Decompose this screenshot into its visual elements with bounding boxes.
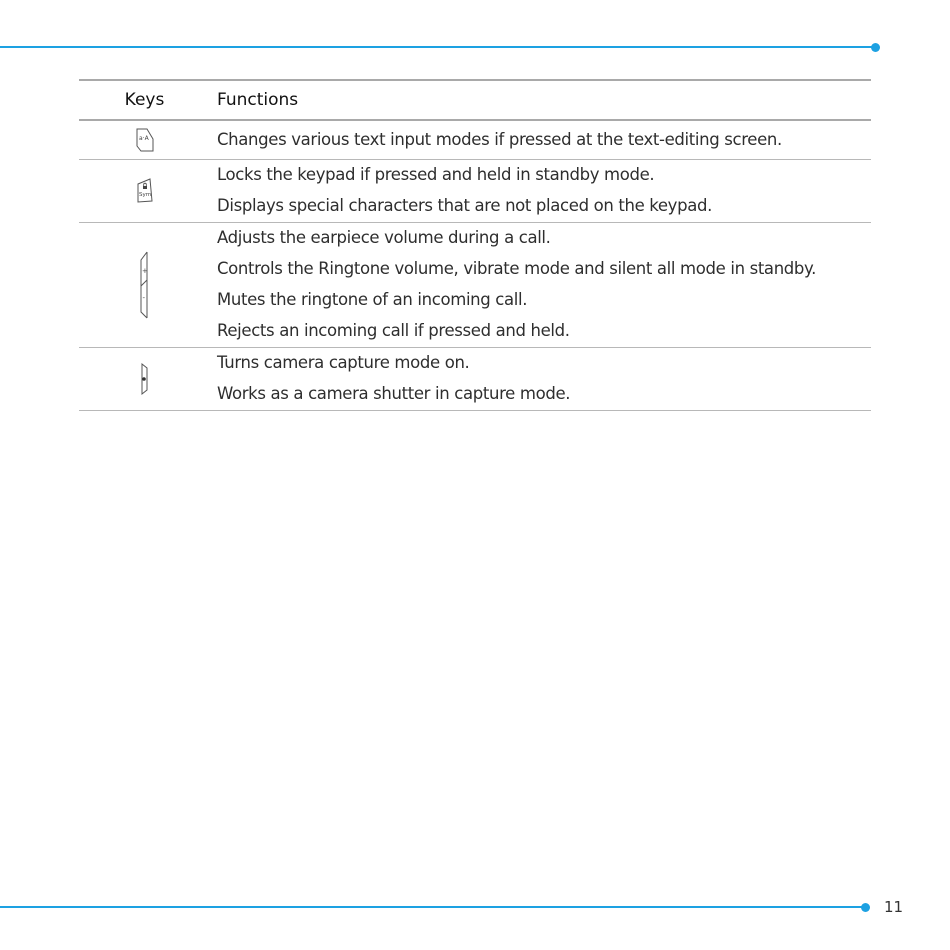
functions-column-header: Functions [217,90,299,110]
function-text: Rejects an incoming call if pressed and held. [217,321,570,340]
page-number: 11 [884,898,904,916]
key-cell [79,348,217,410]
table-row [79,223,871,348]
function-text: Mutes the ringtone of an incoming call. [217,290,528,309]
table-row [79,348,871,411]
camera-side-key-icon [138,362,152,396]
volume-down-label: - [142,294,145,302]
function-text: Adjusts the earpiece volume during a call. [217,228,551,247]
top-rule-dot [871,43,880,52]
text-mode-key-icon [135,126,155,154]
function-text: Turns camera capture mode on. [217,353,470,372]
function-text: Locks the keypad if pressed and held in standby mode. [217,165,655,184]
key-cell [79,160,217,222]
table-row [79,121,871,160]
keys-column-header: Keys [124,90,165,110]
volume-side-key-icon [137,250,153,320]
key-label: Sym [138,192,151,198]
key-cell [79,121,217,159]
function-text: Displays special characters that are not placed on the keypad. [217,196,712,215]
function-text: Works as a camera shutter in capture mode. [217,384,571,403]
function-text: Controls the Ringtone volume, vibrate mode and silent all mode in standby. [217,259,817,278]
lock-sym-key-icon [135,176,155,206]
bottom-rule [0,906,866,908]
table-header [79,81,871,121]
volume-up-label: + [141,267,148,275]
bottom-rule-dot [861,903,870,912]
table-row [79,160,871,223]
key-label: a·A [138,135,149,142]
top-rule [0,46,876,48]
keys-functions-table [79,79,871,411]
key-cell [79,223,217,347]
function-text: Changes various text input modes if pressed at the text-editing screen. [217,130,782,149]
